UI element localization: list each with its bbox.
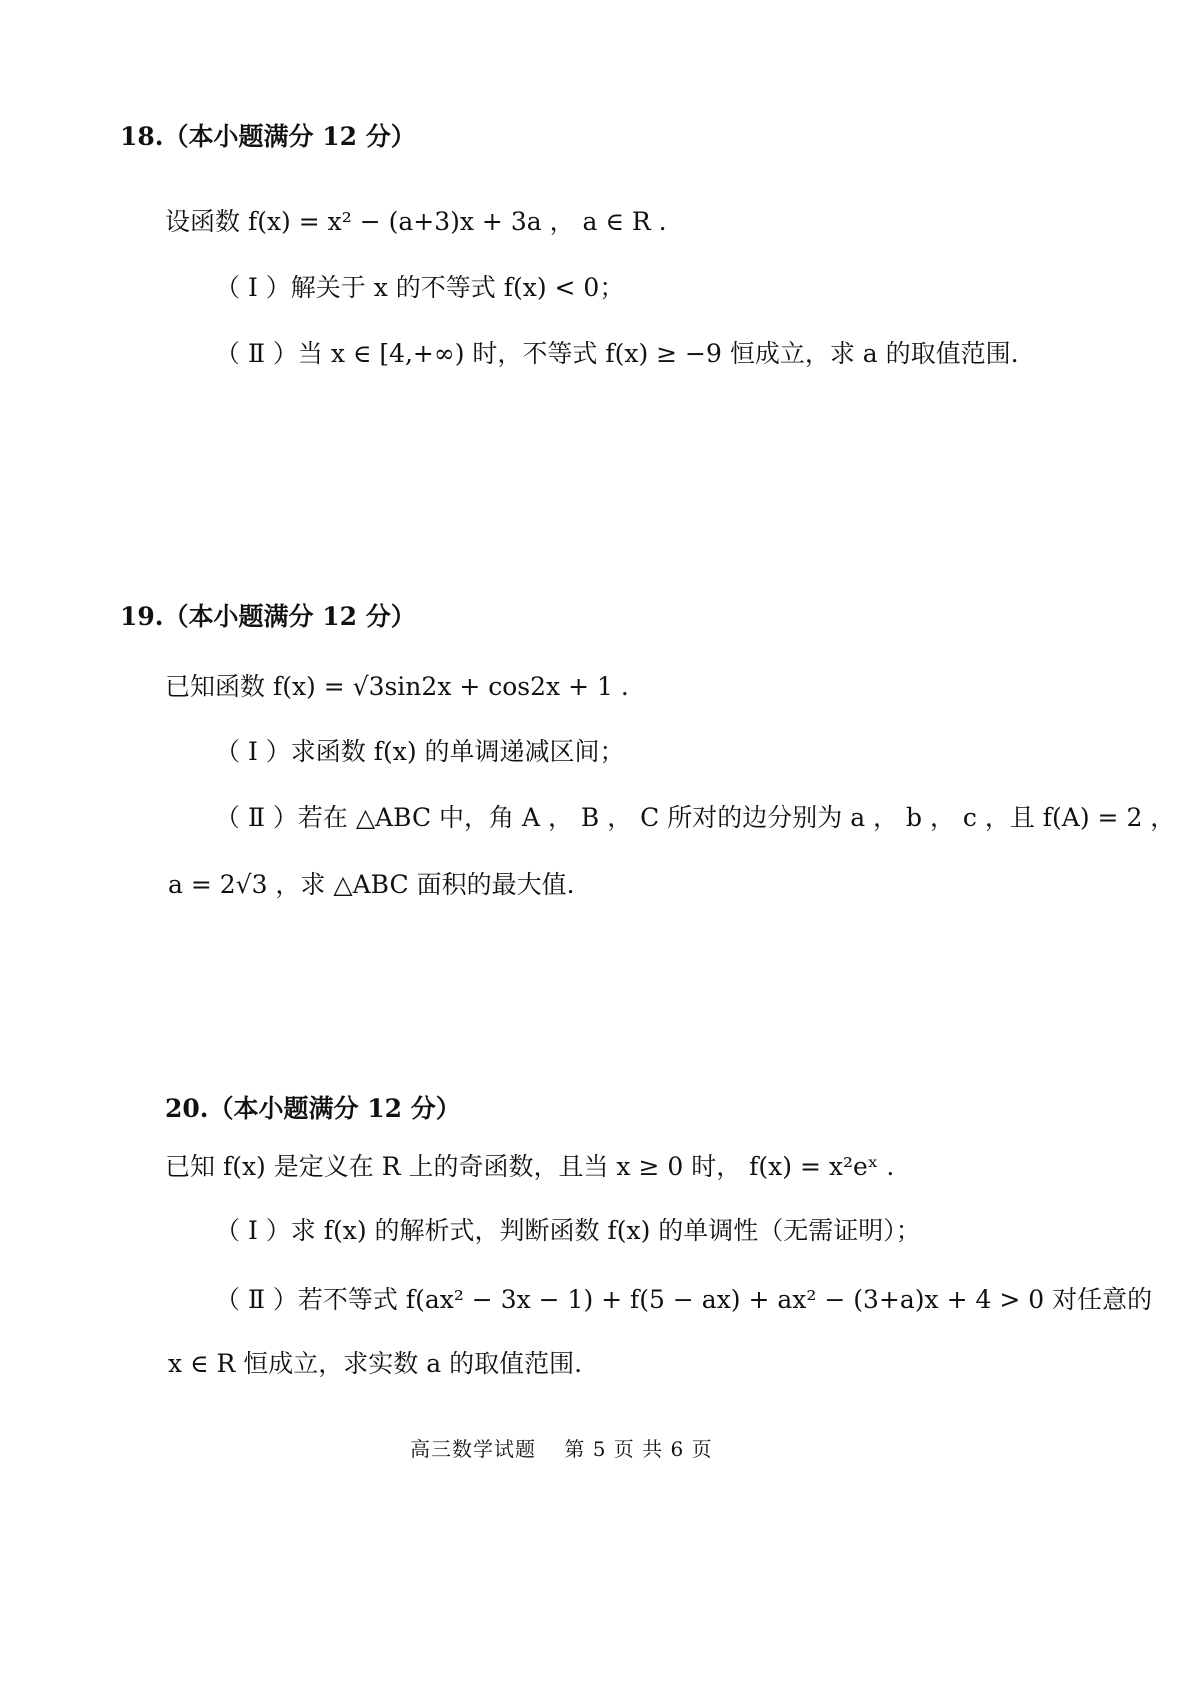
question-18-stem: 设函数 f(x) = x² − (a+3)x + 3a ， a ∈ R .: [165, 207, 667, 236]
question-18-part-1: （ Ⅰ ）解关于 x 的不等式 f(x) < 0；: [215, 273, 625, 302]
question-20-part-2: （ Ⅱ ）若不等式 f(ax² − 3x − 1) + f(5 − ax) + ax² − (3+a)x + 4 > 0 对任意的: [215, 1285, 1153, 1314]
question-19-part-2-continuation: a = 2√3 ，求 △ABC 面积的最大值.: [168, 870, 575, 899]
question-18-part-2: （ Ⅱ ）当 x ∈ [4,+∞) 时，不等式 f(x) ≥ −9 恒成立，求 a 的取值范围.: [215, 339, 1019, 368]
question-19-heading: 19.（本小题满分 12 分）: [120, 602, 416, 631]
question-18-heading: 18.（本小题满分 12 分）: [120, 122, 416, 151]
question-19-part-2: （ Ⅱ ）若在 △ABC 中，角 A ， B ， C 所对的边分别为 a ， b ， c ，且 f(A) = 2 ，: [215, 803, 1176, 832]
question-19-part-1: （ Ⅰ ）求函数 f(x) 的单调递减区间；: [215, 737, 625, 766]
page-footer: 高三数学试题 第 5 页 共 6 页: [410, 1437, 713, 1461]
question-19-stem: 已知函数 f(x) = √3sin2x + cos2x + 1 .: [165, 672, 629, 701]
question-20-stem: 已知 f(x) 是定义在 R 上的奇函数，且当 x ≥ 0 时， f(x) = x²eˣ .: [165, 1152, 895, 1181]
question-20-heading: 20.（本小题满分 12 分）: [165, 1094, 461, 1123]
question-20-part-2-continuation: x ∈ R 恒成立，求实数 a 的取值范围.: [168, 1349, 583, 1378]
question-20-part-1: （ Ⅰ ）求 f(x) 的解析式，判断函数 f(x) 的单调性（无需证明）；: [215, 1216, 921, 1245]
